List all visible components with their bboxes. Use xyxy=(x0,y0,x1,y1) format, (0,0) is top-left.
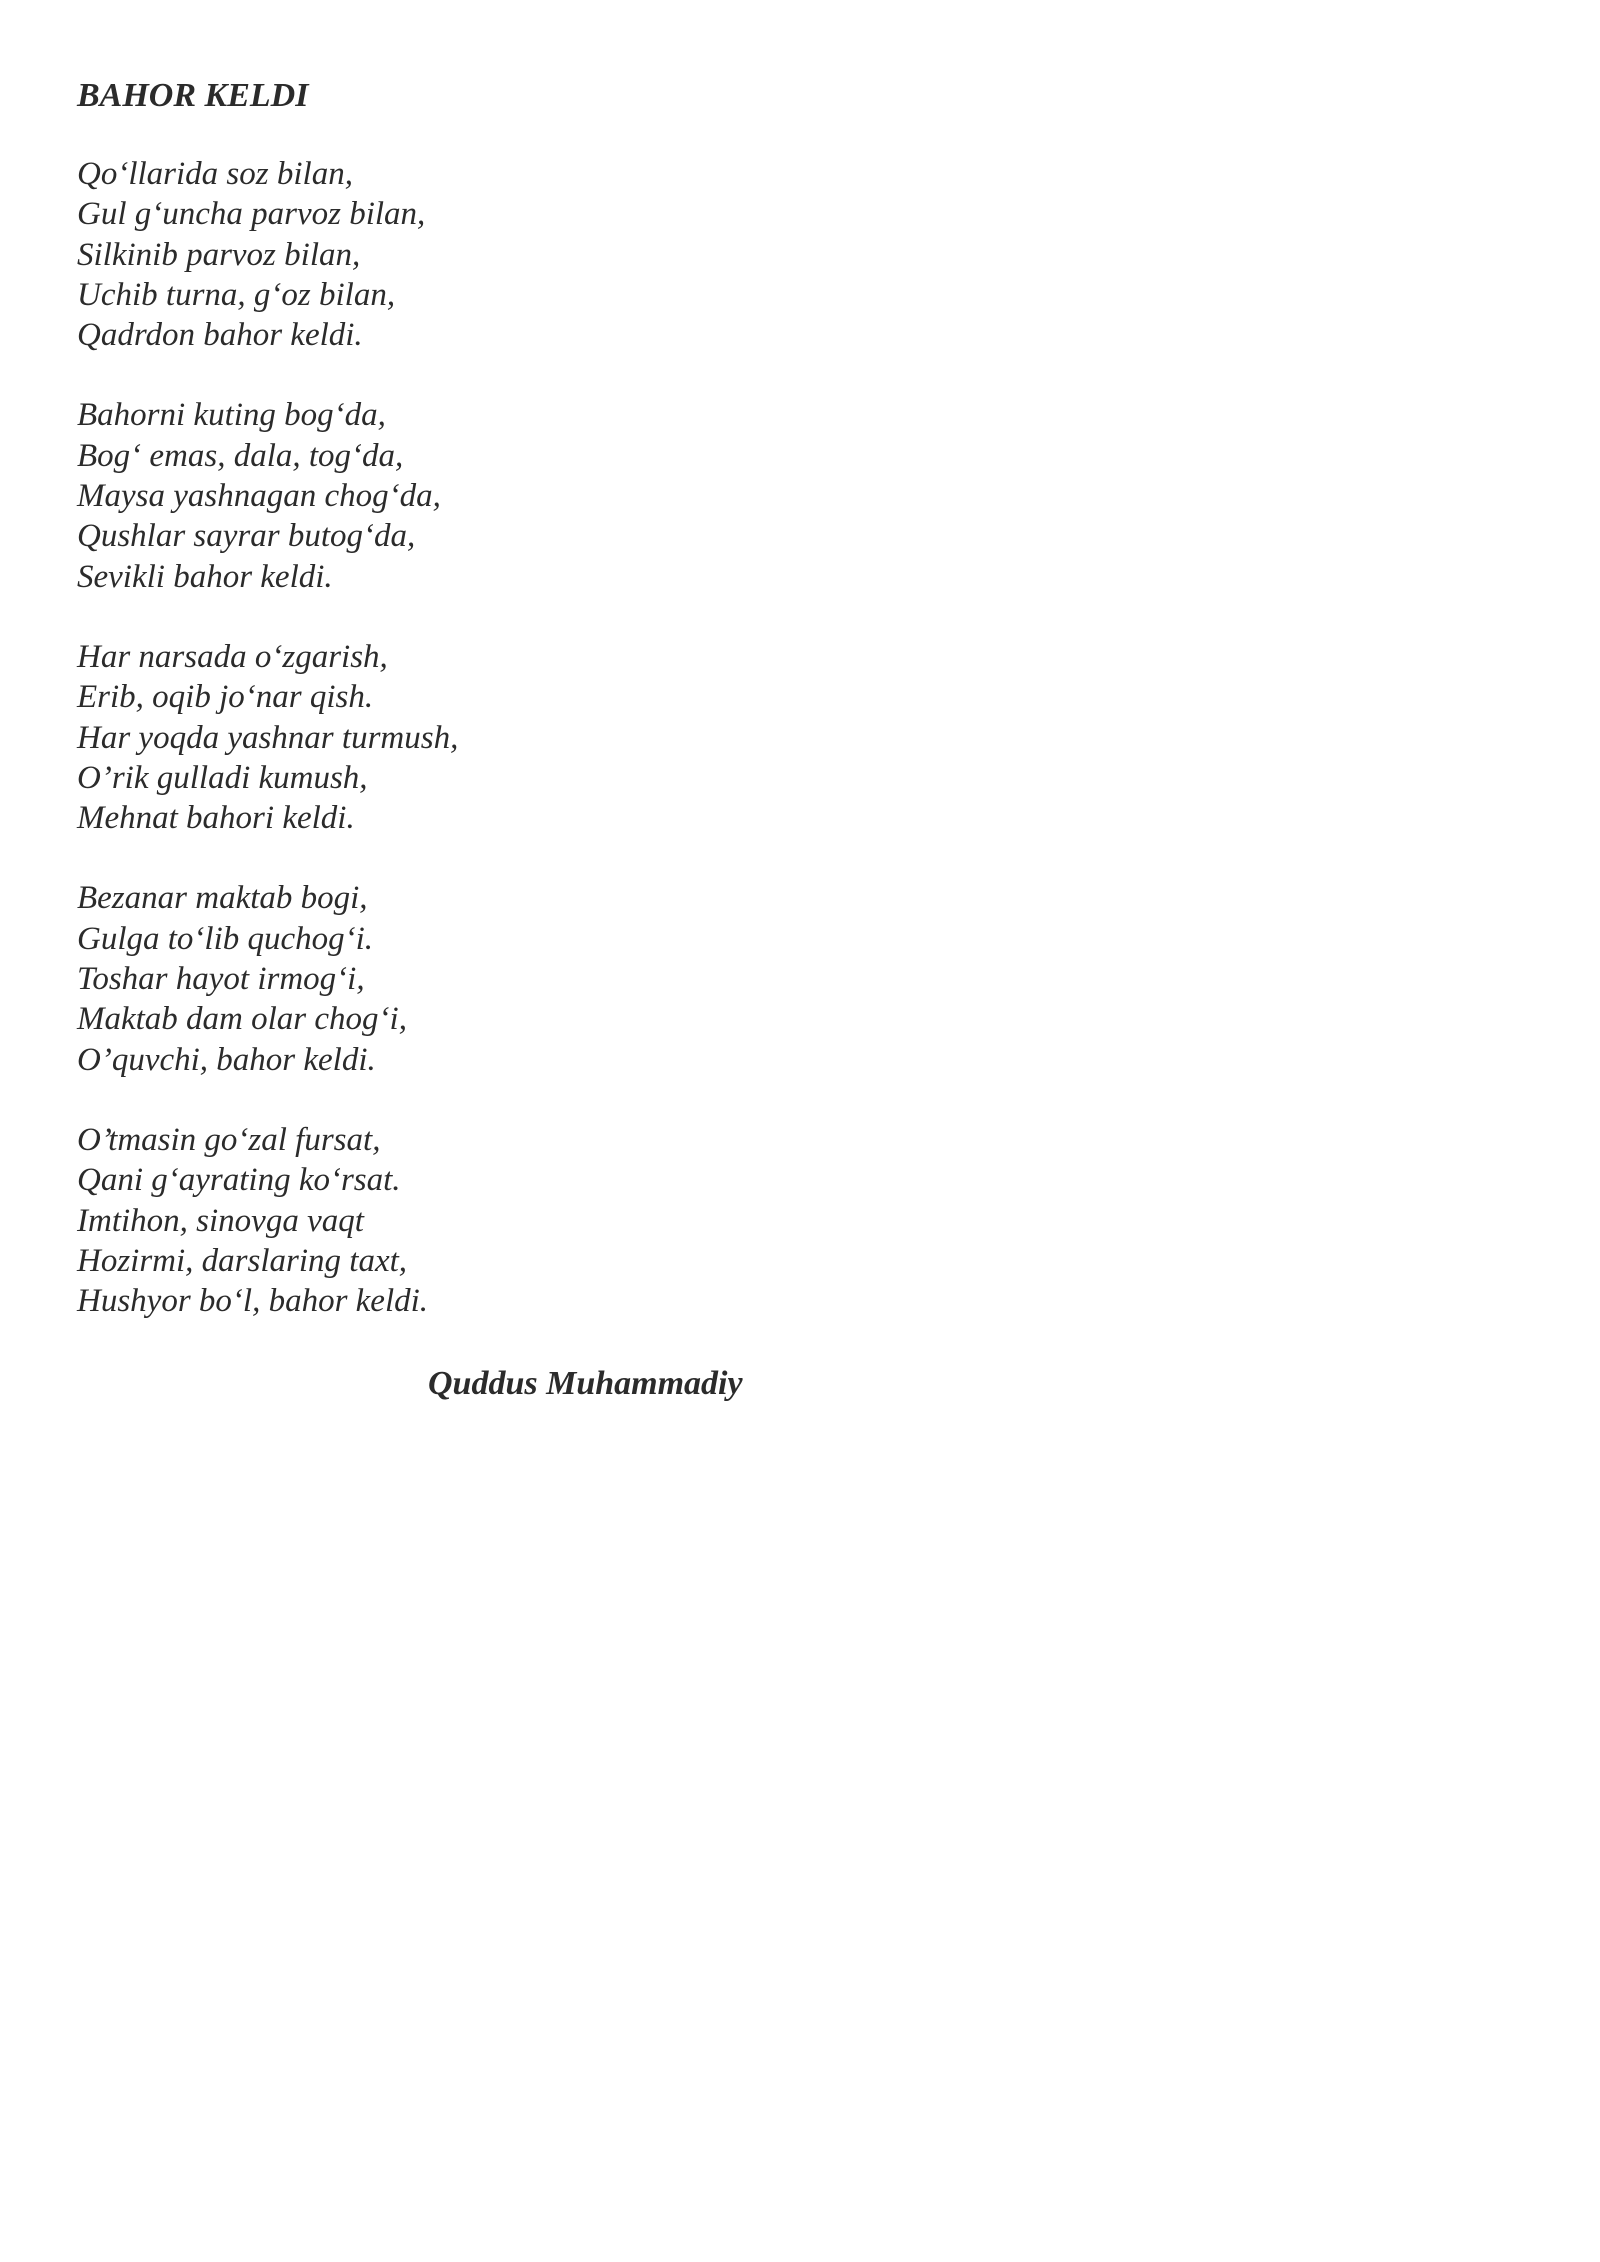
poem-line: Qani g‘ayrating ko‘rsat. xyxy=(77,1162,401,1199)
poem-line: Mehnat bahori keldi. xyxy=(77,800,355,837)
poem-line: Toshar hayot irmog‘i, xyxy=(77,961,365,998)
poem-author: Quddus Muhammadiy xyxy=(428,1365,743,1402)
poem-line: Har yoqda yashnar turmush, xyxy=(77,719,459,756)
stanza-1 xyxy=(77,154,977,355)
poem-line: Silkinib parvoz bilan, xyxy=(77,236,361,273)
poem-line: Gulga to‘lib quchog‘i. xyxy=(77,920,374,957)
stanza-5 xyxy=(77,1120,977,1321)
poem-line: Qushlar sayrar butog‘da, xyxy=(77,518,416,555)
poem-line: O’quvchi, bahor keldi. xyxy=(77,1041,376,1078)
poem-line: O’tmasin go‘zal fursat, xyxy=(77,1121,381,1158)
poem-line: Qadrdon bahor keldi. xyxy=(77,317,363,354)
poem-line: Sevikli bahor keldi. xyxy=(77,558,333,595)
poem-line: Hushyor bo‘l, bahor keldi. xyxy=(77,1283,429,1320)
poem-line: Qo‘llarida soz bilan, xyxy=(77,156,353,192)
stanza-4 xyxy=(77,878,977,1079)
poem-line: Bog‘ emas, dala, tog‘da, xyxy=(77,437,404,474)
poem-line: Bahorni kuting bog‘da, xyxy=(77,397,386,434)
poem-line: Erib, oqib jo‘nar qish. xyxy=(77,679,374,716)
poem-line: Uchib turna, g‘oz bilan, xyxy=(77,276,396,313)
poem-line: Maktab dam olar chog‘i, xyxy=(77,1001,407,1038)
poem-line: Imtihon, sinovga vaqt xyxy=(77,1202,364,1239)
poem-line: Maysa yashnagan chog‘da, xyxy=(77,478,441,515)
poem-body xyxy=(77,154,977,1361)
poem-line: Bezanar maktab bogi, xyxy=(77,880,368,917)
poem-line: O’rik gulladi kumush, xyxy=(77,759,368,796)
poem-line: Har narsada o‘zgarish, xyxy=(77,638,388,675)
poem-line: Hozirmi, darslaring taxt, xyxy=(77,1242,408,1279)
stanza-2 xyxy=(77,395,977,596)
poem-line: Gul g‘uncha parvoz bilan, xyxy=(77,196,426,233)
poem-title: BAHOR KELDI xyxy=(77,77,309,114)
stanza-3 xyxy=(77,637,977,838)
